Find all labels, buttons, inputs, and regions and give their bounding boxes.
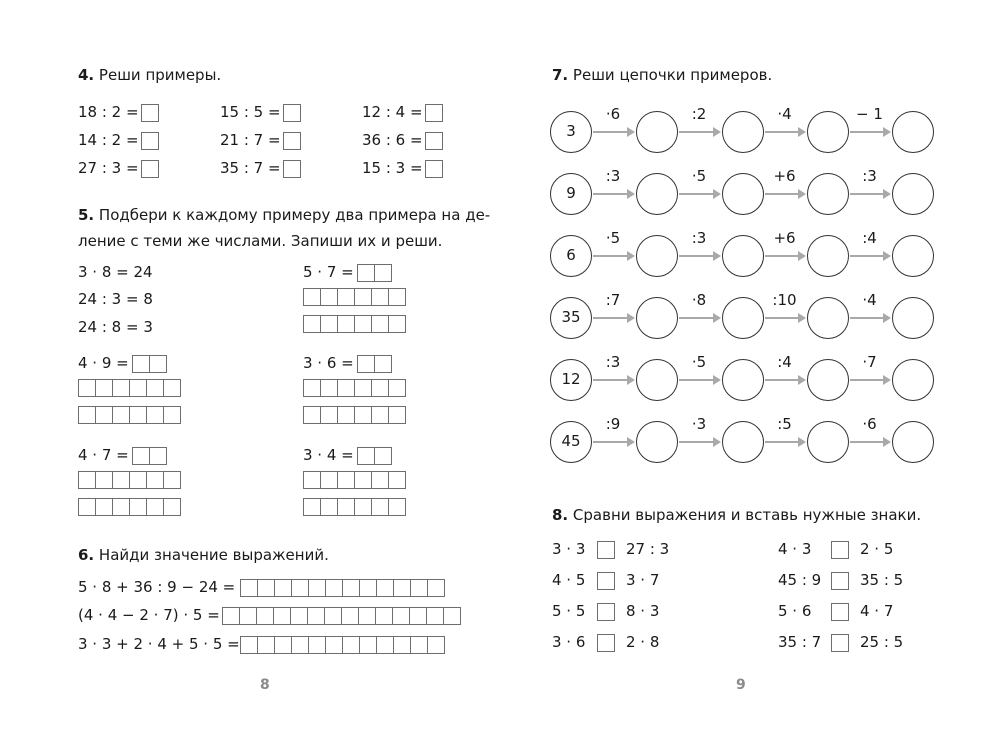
task5-prompt: 4 · 9 = xyxy=(78,354,129,372)
task6-number: 6. xyxy=(78,546,95,564)
compare-sign-box[interactable] xyxy=(597,572,615,590)
task6-answer-cell[interactable] xyxy=(256,607,274,625)
chain-arrow xyxy=(593,131,633,133)
chain-operation: :3 xyxy=(862,167,877,185)
chain-answer-circle[interactable] xyxy=(722,297,764,339)
task8-title: Сравни выражения и вставь нужные знаки. xyxy=(572,506,922,524)
task4-answer-box[interactable] xyxy=(425,160,443,178)
chain-answer-circle[interactable] xyxy=(807,235,849,277)
compare-sign-box[interactable] xyxy=(831,634,849,652)
page-number-left: 8 xyxy=(260,677,270,693)
chain-answer-circle[interactable] xyxy=(636,421,678,463)
task5-text-1: Подбери к каждому примеру два примера на де- xyxy=(98,206,491,224)
task5-grid-cell[interactable] xyxy=(78,406,96,424)
task4-example: 15 : 3 = xyxy=(362,159,423,177)
task5-grid-cell[interactable] xyxy=(337,406,355,424)
task5-grid-cell[interactable] xyxy=(163,379,181,397)
task5-grid-cell[interactable] xyxy=(337,379,355,397)
task5-grid-cell[interactable] xyxy=(320,498,338,516)
task5-grid-cell[interactable] xyxy=(163,498,181,516)
task5-grid-cell[interactable] xyxy=(78,379,96,397)
task6-answer-cell[interactable] xyxy=(426,607,444,625)
chain-answer-circle[interactable] xyxy=(892,421,934,463)
task6-answer-cell[interactable] xyxy=(410,636,428,654)
task6-answer-cell[interactable] xyxy=(240,579,258,597)
chain-answer-circle[interactable] xyxy=(636,111,678,153)
task5-grid-cell[interactable] xyxy=(112,471,130,489)
task6-answer-cell[interactable] xyxy=(325,636,343,654)
task5-grid-cell[interactable] xyxy=(320,315,338,333)
task5-grid-cell[interactable] xyxy=(354,288,372,306)
task6-answer-cell[interactable] xyxy=(307,607,325,625)
chain-operation: ·5 xyxy=(691,353,707,371)
task5-grid-cell[interactable] xyxy=(354,315,372,333)
task5-answer-cell[interactable] xyxy=(374,447,392,465)
task5-grid-cell[interactable] xyxy=(371,379,389,397)
task6-heading xyxy=(78,546,329,564)
task4-answer-box[interactable] xyxy=(141,104,159,122)
task5-grid-cell[interactable] xyxy=(388,379,406,397)
task6-answer-cell[interactable] xyxy=(392,607,410,625)
compare-left-expr: 3 · 3 xyxy=(552,540,586,558)
task5-grid-cell[interactable] xyxy=(371,498,389,516)
compare-right-expr: 35 : 5 xyxy=(860,571,904,589)
task4-example: 21 : 7 = xyxy=(220,131,281,149)
task4-answer-box[interactable] xyxy=(283,104,301,122)
task6-answer-cell[interactable] xyxy=(359,636,377,654)
chain-operation: − 1 xyxy=(856,105,883,123)
task4-example: 12 : 4 = xyxy=(362,103,423,121)
task5-grid-cell[interactable] xyxy=(146,498,164,516)
chain-operation: ·8 xyxy=(691,291,707,309)
compare-right-expr: 8 · 3 xyxy=(626,602,660,620)
chain-arrow xyxy=(765,255,804,257)
chain-start-circle: 45 xyxy=(550,421,592,463)
chain-start-circle: 9 xyxy=(550,173,592,215)
task5-grid-cell[interactable] xyxy=(320,288,338,306)
task4-answer-box[interactable] xyxy=(141,160,159,178)
chain-answer-circle[interactable] xyxy=(892,359,934,401)
task6-title: Найди значение выражений. xyxy=(98,546,329,564)
task5-answer-cell[interactable] xyxy=(132,355,150,373)
task5-grid-cell[interactable] xyxy=(354,379,372,397)
chain-operation: ·3 xyxy=(691,415,707,433)
task5-grid-cell[interactable] xyxy=(354,471,372,489)
task6-answer-cell[interactable] xyxy=(393,579,411,597)
chain-start-circle: 3 xyxy=(550,111,592,153)
task5-grid-cell[interactable] xyxy=(78,471,96,489)
task7-title: Реши цепочки примеров. xyxy=(572,66,773,84)
task5-grid-cell[interactable] xyxy=(320,406,338,424)
task5-answer-cell[interactable] xyxy=(357,264,375,282)
task4-answer-box[interactable] xyxy=(141,132,159,150)
compare-right-expr: 2 · 5 xyxy=(860,540,894,558)
task5-grid-cell[interactable] xyxy=(95,379,113,397)
task6-answer-cell[interactable] xyxy=(239,607,257,625)
task5-grid-cell[interactable] xyxy=(303,471,321,489)
chain-answer-circle[interactable] xyxy=(892,235,934,277)
task4-example: 15 : 5 = xyxy=(220,103,281,121)
compare-left-expr: 45 : 9 xyxy=(778,571,822,589)
chain-arrow xyxy=(765,441,804,443)
chain-operation: :4 xyxy=(777,353,792,371)
compare-sign-box[interactable] xyxy=(831,572,849,590)
chain-answer-circle[interactable] xyxy=(636,359,678,401)
chain-operation: ·4 xyxy=(862,291,877,309)
task5-grid-cell[interactable] xyxy=(354,406,372,424)
chain-arrow xyxy=(850,255,889,257)
chain-operation: ·5 xyxy=(691,167,707,185)
chain-operation: ·6 xyxy=(862,415,877,433)
chain-arrow xyxy=(850,379,889,381)
task5-grid-cell[interactable] xyxy=(337,315,355,333)
chain-answer-circle[interactable] xyxy=(807,297,849,339)
chain-arrow xyxy=(593,317,633,319)
task5-grid-cell[interactable] xyxy=(95,471,113,489)
task5-grid-cell[interactable] xyxy=(388,406,406,424)
task6-answer-cell[interactable] xyxy=(222,607,240,625)
chain-arrow xyxy=(679,255,719,257)
task8-heading xyxy=(552,506,921,524)
chain-arrow xyxy=(850,131,889,133)
task6-answer-cell[interactable] xyxy=(409,607,427,625)
task6-answer-cell[interactable] xyxy=(240,636,258,654)
task5-line2: ление с теми же числами. Запиши их и реши. xyxy=(78,232,443,250)
task5-grid-cell[interactable] xyxy=(163,471,181,489)
chain-answer-circle[interactable] xyxy=(722,111,764,153)
chain-operation: :3 xyxy=(691,229,707,247)
chain-operation: :3 xyxy=(605,167,621,185)
task6-answer-cell[interactable] xyxy=(410,579,428,597)
compare-left-expr: 35 : 7 xyxy=(778,633,822,651)
compare-sign-box[interactable] xyxy=(597,634,615,652)
compare-sign-box[interactable] xyxy=(831,603,849,621)
task5-answer-cell[interactable] xyxy=(374,355,392,373)
chain-arrow xyxy=(850,193,889,195)
task5-solved-line: 24 : 3 = 8 xyxy=(78,290,153,308)
task5-prompt: 3 · 6 = xyxy=(303,354,354,372)
compare-right-expr: 3 · 7 xyxy=(626,571,660,589)
task5-grid-cell[interactable] xyxy=(388,288,406,306)
compare-right-expr: 4 · 7 xyxy=(860,602,894,620)
chain-operation: :10 xyxy=(772,291,797,309)
task6-answer-cell[interactable] xyxy=(308,636,326,654)
task5-grid-cell[interactable] xyxy=(371,315,389,333)
task5-answer-cell[interactable] xyxy=(132,447,150,465)
task6-answer-cell[interactable] xyxy=(375,607,393,625)
chain-answer-circle[interactable] xyxy=(892,297,934,339)
compare-right-expr: 27 : 3 xyxy=(626,540,670,558)
task6-answer-cell[interactable] xyxy=(341,607,359,625)
task6-answer-cell[interactable] xyxy=(308,579,326,597)
task5-grid-cell[interactable] xyxy=(129,498,147,516)
task5-grid-cell[interactable] xyxy=(388,471,406,489)
chain-operation: ·6 xyxy=(605,105,621,123)
task4-title: Реши примеры. xyxy=(98,66,222,84)
task7-number: 7. xyxy=(552,66,569,84)
task7-heading xyxy=(552,66,772,84)
chain-arrow xyxy=(593,255,633,257)
task4-example: 27 : 3 = xyxy=(78,159,139,177)
task4-answer-box[interactable] xyxy=(425,104,443,122)
compare-sign-box[interactable] xyxy=(597,603,615,621)
task5-grid-cell[interactable] xyxy=(146,471,164,489)
chain-answer-circle[interactable] xyxy=(636,173,678,215)
task4-answer-box[interactable] xyxy=(425,132,443,150)
chain-start-circle: 6 xyxy=(550,235,592,277)
chain-answer-circle[interactable] xyxy=(722,235,764,277)
task5-grid-cell[interactable] xyxy=(303,315,321,333)
task5-grid-cell[interactable] xyxy=(371,406,389,424)
task5-answer-cell[interactable] xyxy=(357,447,375,465)
chain-operation: ·4 xyxy=(777,105,792,123)
task5-grid-cell[interactable] xyxy=(129,471,147,489)
task6-answer-cell[interactable] xyxy=(274,579,292,597)
task5-grid-cell[interactable] xyxy=(112,379,130,397)
chain-operation: :2 xyxy=(691,105,707,123)
task5-grid-cell[interactable] xyxy=(78,498,96,516)
task5-answer-cell[interactable] xyxy=(149,355,167,373)
task6-answer-cell[interactable] xyxy=(443,607,461,625)
task6-answer-cell[interactable] xyxy=(325,579,343,597)
task4-answer-box[interactable] xyxy=(283,160,301,178)
task6-answer-cell[interactable] xyxy=(376,636,394,654)
chain-operation: ·7 xyxy=(862,353,877,371)
chain-arrow xyxy=(679,317,719,319)
task6-answer-cell[interactable] xyxy=(257,636,275,654)
task4-example: 36 : 6 = xyxy=(362,131,423,149)
chain-arrow xyxy=(593,441,633,443)
chain-arrow xyxy=(593,379,633,381)
task4-example: 35 : 7 = xyxy=(220,159,281,177)
task5-grid-cell[interactable] xyxy=(388,315,406,333)
compare-left-expr: 5 · 6 xyxy=(778,602,812,620)
task6-answer-cell[interactable] xyxy=(427,579,445,597)
chain-operation: ·5 xyxy=(605,229,621,247)
chain-answer-circle[interactable] xyxy=(807,359,849,401)
task4-number: 4. xyxy=(78,66,95,84)
chain-operation: :9 xyxy=(605,415,621,433)
task5-grid-cell[interactable] xyxy=(303,288,321,306)
chain-arrow xyxy=(850,317,889,319)
chain-operation: :7 xyxy=(605,291,621,309)
page-number-right: 9 xyxy=(736,677,746,693)
task4-example: 18 : 2 = xyxy=(78,103,139,121)
chain-arrow xyxy=(765,379,804,381)
task6-answer-cell[interactable] xyxy=(291,636,309,654)
task4-answer-box[interactable] xyxy=(283,132,301,150)
task5-grid-cell[interactable] xyxy=(129,379,147,397)
compare-left-expr: 4 · 5 xyxy=(552,571,586,589)
task5-grid-cell[interactable] xyxy=(337,288,355,306)
task5-grid-cell[interactable] xyxy=(388,498,406,516)
task5-number: 5. xyxy=(78,206,95,224)
task5-solved-line: 3 · 8 = 24 xyxy=(78,263,153,281)
task5-answer-cell[interactable] xyxy=(149,447,167,465)
chain-arrow xyxy=(850,441,889,443)
compare-left-expr: 4 · 3 xyxy=(778,540,812,558)
task5-grid-cell[interactable] xyxy=(112,406,130,424)
chain-arrow xyxy=(765,193,804,195)
task5-grid-cell[interactable] xyxy=(95,498,113,516)
task5-prompt: 3 · 4 = xyxy=(303,446,354,464)
task8-number: 8. xyxy=(552,506,569,524)
chain-answer-circle[interactable] xyxy=(807,421,849,463)
task5-grid-cell[interactable] xyxy=(146,406,164,424)
task6-answer-cell[interactable] xyxy=(273,607,291,625)
task5-grid-cell[interactable] xyxy=(95,406,113,424)
task6-expression: (4 · 4 − 2 · 7) · 5 = xyxy=(78,606,220,624)
task5-grid-cell[interactable] xyxy=(303,498,321,516)
task5-grid-cell[interactable] xyxy=(320,379,338,397)
task6-answer-cell[interactable] xyxy=(393,636,411,654)
task6-expression: 5 · 8 + 36 : 9 − 24 = xyxy=(78,578,236,596)
task5-grid-cell[interactable] xyxy=(146,379,164,397)
compare-left-expr: 3 · 6 xyxy=(552,633,586,651)
compare-right-expr: 2 · 8 xyxy=(626,633,660,651)
task5-prompt: 4 · 7 = xyxy=(78,446,129,464)
task5-answer-cell[interactable] xyxy=(374,264,392,282)
task5-grid-cell[interactable] xyxy=(354,498,372,516)
task5-grid-cell[interactable] xyxy=(303,379,321,397)
task5-grid-cell[interactable] xyxy=(129,406,147,424)
chain-arrow xyxy=(679,441,719,443)
task5-answer-cell[interactable] xyxy=(357,355,375,373)
task5-grid-cell[interactable] xyxy=(303,406,321,424)
chain-answer-circle[interactable] xyxy=(722,421,764,463)
task4-heading xyxy=(78,66,221,84)
compare-sign-box[interactable] xyxy=(597,541,615,559)
task6-answer-cell[interactable] xyxy=(291,579,309,597)
chain-answer-circle[interactable] xyxy=(892,111,934,153)
chain-operation: :3 xyxy=(605,353,621,371)
task5-grid-cell[interactable] xyxy=(371,471,389,489)
task5-line1 xyxy=(78,206,490,224)
chain-arrow xyxy=(679,193,719,195)
chain-answer-circle[interactable] xyxy=(722,359,764,401)
task6-answer-cell[interactable] xyxy=(358,607,376,625)
task5-grid-cell[interactable] xyxy=(112,498,130,516)
task6-answer-cell[interactable] xyxy=(427,636,445,654)
chain-answer-circle[interactable] xyxy=(636,235,678,277)
task5-solved-line: 24 : 8 = 3 xyxy=(78,318,153,336)
task6-answer-cell[interactable] xyxy=(257,579,275,597)
task5-grid-cell[interactable] xyxy=(371,288,389,306)
task6-expression: 3 · 3 + 2 · 4 + 5 · 5 = xyxy=(78,635,240,653)
task6-answer-cell[interactable] xyxy=(342,636,360,654)
chain-operation: :4 xyxy=(862,229,877,247)
task6-answer-cell[interactable] xyxy=(274,636,292,654)
chain-answer-circle[interactable] xyxy=(807,173,849,215)
chain-arrow xyxy=(679,379,719,381)
task5-grid-cell[interactable] xyxy=(163,406,181,424)
chain-operation: +6 xyxy=(773,167,796,185)
task5-grid-cell[interactable] xyxy=(337,471,355,489)
task5-grid-cell[interactable] xyxy=(337,498,355,516)
chain-start-circle: 35 xyxy=(550,297,592,339)
compare-sign-box[interactable] xyxy=(831,541,849,559)
chain-operation: +6 xyxy=(773,229,796,247)
task6-answer-cell[interactable] xyxy=(342,579,360,597)
chain-answer-circle[interactable] xyxy=(722,173,764,215)
task4-example: 14 : 2 = xyxy=(78,131,139,149)
chain-arrow xyxy=(765,317,804,319)
task5-grid-cell[interactable] xyxy=(320,471,338,489)
chain-answer-circle[interactable] xyxy=(636,297,678,339)
task6-answer-cell[interactable] xyxy=(324,607,342,625)
compare-right-expr: 25 : 5 xyxy=(860,633,904,651)
chain-answer-circle[interactable] xyxy=(892,173,934,215)
chain-start-circle: 12 xyxy=(550,359,592,401)
chain-answer-circle[interactable] xyxy=(807,111,849,153)
task6-answer-cell[interactable] xyxy=(290,607,308,625)
task6-answer-cell[interactable] xyxy=(359,579,377,597)
compare-left-expr: 5 · 5 xyxy=(552,602,586,620)
task5-prompt: 5 · 7 = xyxy=(303,263,354,281)
task6-answer-cell[interactable] xyxy=(376,579,394,597)
chain-arrow xyxy=(593,193,633,195)
chain-arrow xyxy=(765,131,804,133)
chain-operation: :5 xyxy=(777,415,792,433)
chain-arrow xyxy=(679,131,719,133)
